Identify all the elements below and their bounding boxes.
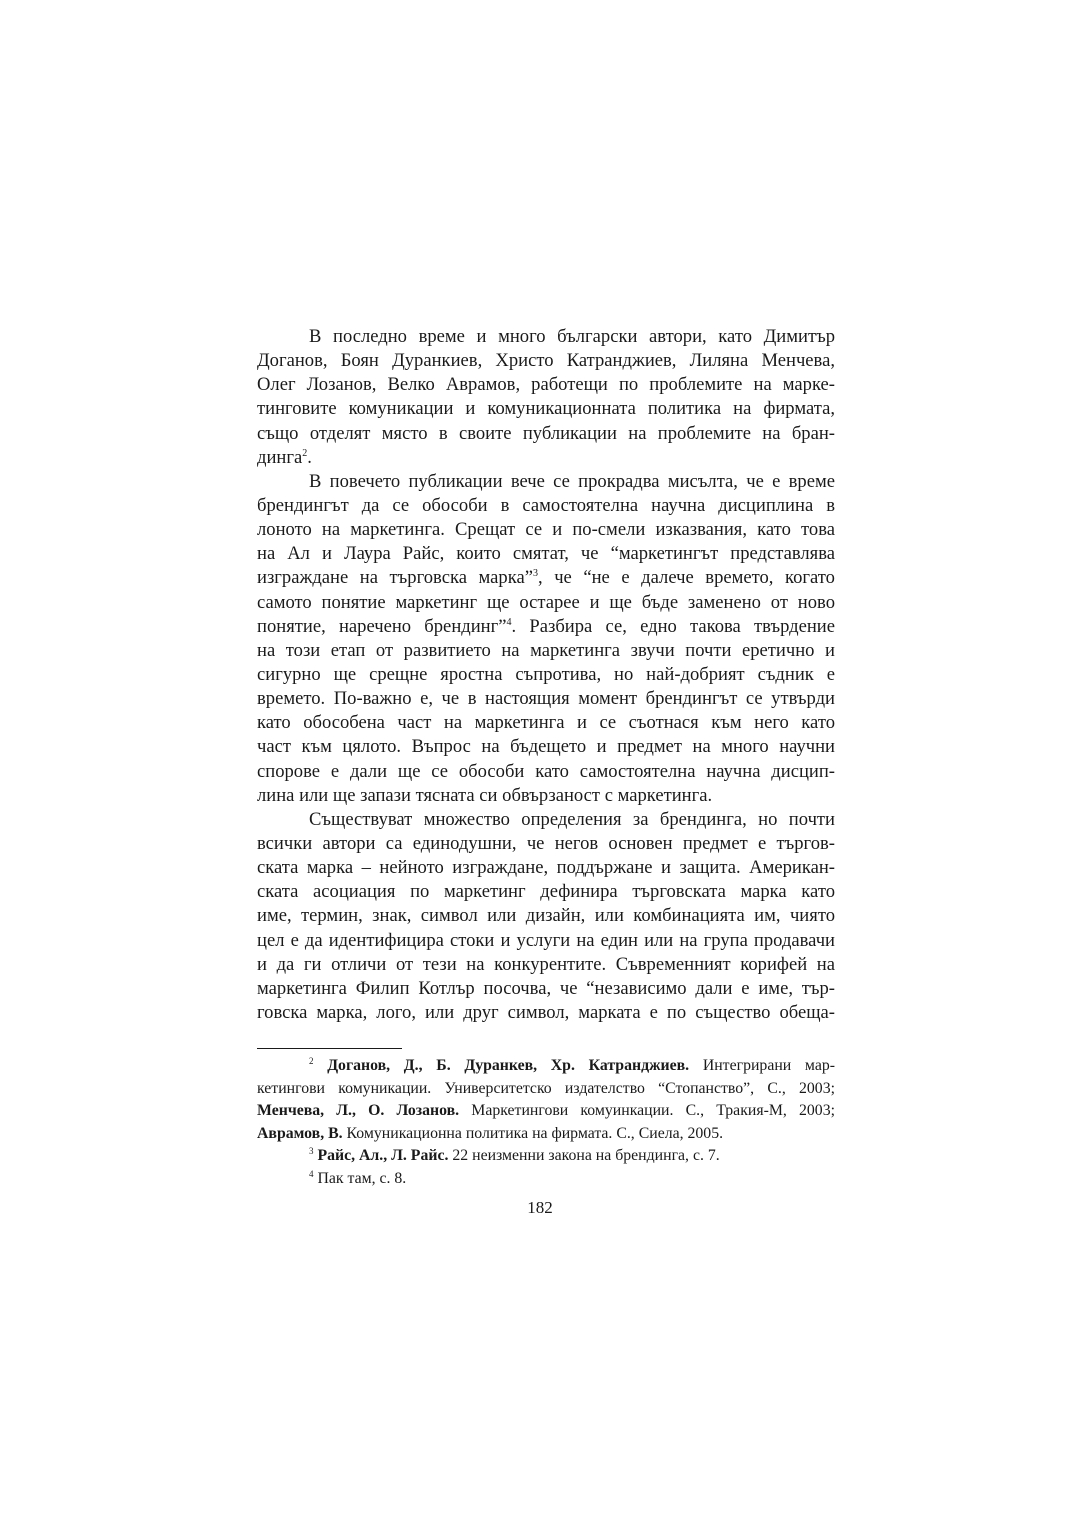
text-line: на Ал и Лаура Райс, които смятат, че “маркетингът представлява <box>257 543 835 565</box>
text-line: Съществуват множество определения за брендинга, но почти <box>309 808 835 830</box>
text-line: изграждане на търговска марка”$^3$, че “не е далече времето, когато <box>257 567 835 589</box>
footnote-line: кетингови комуникации. Университетско издателство “Стопанство”, С., 2003; <box>257 1079 835 1097</box>
text-line: В повечето публикации вече се прокрадва мисълта, че е време <box>309 470 835 492</box>
text-line: В последно време и много български автори, като Димитър <box>309 326 835 347</box>
text-line: на този етап от развитието на маркетинга звучи почти еретично и <box>257 639 835 661</box>
footnote-line: Менчева, Л., О. Лозанов. Маркетингови комуинкации. С., Тракия-М, 2003; <box>257 1102 835 1120</box>
text-line: тинговите комуникации и комуникационната политика на фирмата, <box>257 398 835 420</box>
text-line: и да ги отличи от тези на конкурентите. Съвременният корифей на <box>257 953 835 975</box>
text-line: лина или ще запази тясната си обвързаност с маркетинга. <box>257 784 713 806</box>
text-line: Олег Лозанов, Велко Аврамов, работещи по проблемите на марке- <box>257 374 835 396</box>
page-number: 182 <box>527 1198 553 1217</box>
footnote-ref: 2 <box>302 447 308 459</box>
footnotes <box>257 1055 835 1191</box>
text-line: динга$^2$. <box>257 446 312 468</box>
footnote-3: $^3$ Райс, Ал., Л. Райс. 22 неизменни закона на брендинга, с. 7. <box>309 1146 720 1165</box>
text-line: говска марка, лого, или друг символ, марката е по същество обеща- <box>257 1001 835 1023</box>
text-line: част към цялото. Въпрос на бъдещето и предмет на много научни <box>257 736 835 758</box>
footnote-ref: 3 <box>532 568 538 580</box>
footnote-line: Аврамов, В. Комуникационна политика на фирмата. С., Сиела, 2005. <box>257 1124 724 1142</box>
text-line: име, термин, знак, символ или дизайн, или комбинацията им, чиято <box>257 905 835 927</box>
text-line: Доганов, Боян Дуранкиев, Христо Катранджиев, Лиляна Менчева, <box>257 350 835 372</box>
main-text <box>257 325 835 1025</box>
text-line: спорове е дали ще се обособи като самостоятелна научна дисцип- <box>257 760 835 782</box>
text-line: също отделят място в своите публикации на проблемите на бран- <box>257 422 835 444</box>
footnote-2: $^2$ Доганов, Д., Б. Дуранкев, Хр. Катранджиев. Интегрирани мар- <box>309 1056 835 1074</box>
text-line: времето. По-важно е, че в настоящия момент брендингът се утвърди <box>257 688 835 710</box>
footnote-4: $^4$ Пак там, с. 8. <box>309 1168 407 1187</box>
text-line: брендингът да се обособи в самостоятелна научна дисциплина в <box>257 494 835 516</box>
text-line: ската асоциация по маркетинг дефинира търговската марка като <box>257 881 835 903</box>
text-line: всички автори са единодушни, че негов основен предмет е търгов- <box>257 832 835 854</box>
footnote-separator <box>257 1048 402 1049</box>
text-line: ската марка – нейното изграждане, поддържане и защита. Американ- <box>257 857 835 879</box>
footnote-ref: 4 <box>506 616 512 628</box>
text-line: като обособена част на маркетинга и се съотнася към него като <box>257 712 835 734</box>
text-line: самото понятие маркетинг ще остарее и ще бъде заменено от ново <box>257 591 835 613</box>
text-line: сигурно ще срещне яростна съпротива, но най-добрият съдник е <box>257 663 835 685</box>
text-line: маркетинга Филип Котлър посочва, че “независимо дали е име, тър- <box>257 977 835 999</box>
text-line: цел е да идентифицира стоки и услуги на един или на група продавачи <box>257 929 835 951</box>
text-line: понятие, наречено брендинг”$^4$. Разбира се, едно такова твърдение <box>257 615 836 637</box>
text-line: лоното на маркетинга. Срещат се и по-смели изказвания, като това <box>257 519 835 541</box>
